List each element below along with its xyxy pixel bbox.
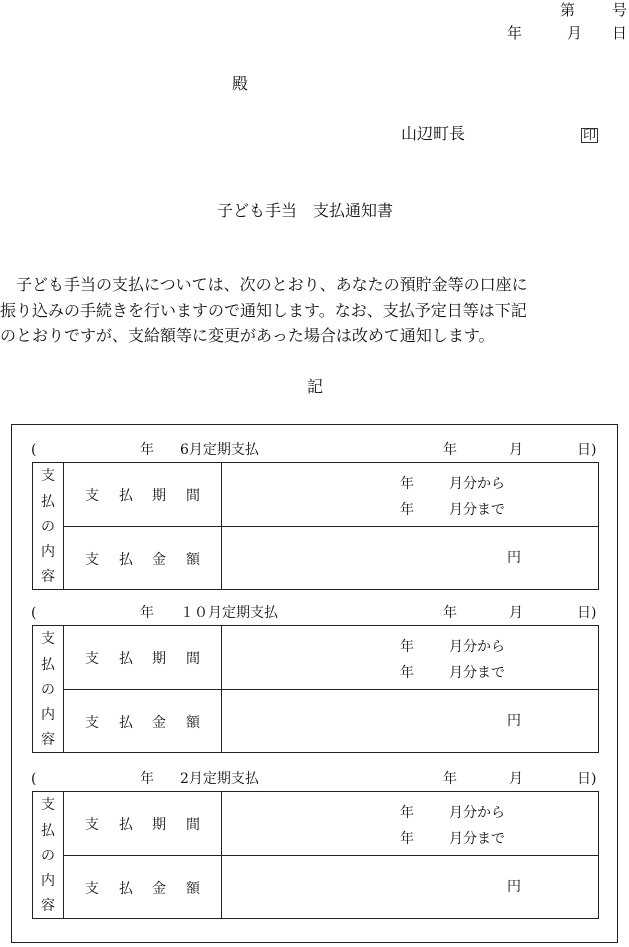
body-line-3: のとおりですが、支給額等に変更があった場合は改めて通知します。 <box>0 326 495 345</box>
from-text: 月分から <box>449 639 505 655</box>
side-char: 容 <box>41 569 55 585</box>
side-char: の <box>41 848 55 864</box>
date-tsuki: 月 <box>509 442 523 458</box>
payment-table <box>32 625 599 753</box>
label-char: 支 <box>85 714 99 731</box>
side-char: 支 <box>41 797 55 813</box>
section-nen: 年 <box>140 605 154 621</box>
date-hi: 日) <box>577 771 597 787</box>
to-nen: 年 <box>400 831 414 847</box>
date-tsuki: 月 <box>509 771 523 787</box>
label-char: 払 <box>119 551 133 568</box>
label-char: 支 <box>85 816 99 833</box>
label-char: 払 <box>119 650 133 667</box>
payment-label: １０月定期支払 <box>180 605 278 621</box>
label-char: 額 <box>186 551 200 568</box>
side-char: 内 <box>41 707 55 723</box>
payment-section-1 <box>0 442 629 600</box>
side-char: 支 <box>41 468 55 484</box>
section-header <box>0 605 629 621</box>
side-label <box>33 463 64 589</box>
amount-row <box>63 689 598 753</box>
side-char: 容 <box>41 898 55 914</box>
label-char: 金 <box>152 551 166 568</box>
label-char: 間 <box>186 487 200 504</box>
period-label <box>63 463 222 526</box>
to-text: 月分まで <box>449 502 505 518</box>
label-char: 払 <box>119 880 133 897</box>
label-char: 金 <box>152 714 166 731</box>
to-nen: 年 <box>400 665 414 681</box>
yen-unit: 円 <box>507 713 521 729</box>
from-text: 月分から <box>449 805 505 821</box>
label-char: 払 <box>119 487 133 504</box>
label-char: 支 <box>85 650 99 667</box>
page-title: 子ども手当 支払通知書 <box>217 201 394 220</box>
issuer-name: 山辺町長 <box>401 124 466 143</box>
side-label <box>33 626 64 752</box>
side-char: 内 <box>41 544 55 560</box>
side-char: の <box>41 682 55 698</box>
section-header <box>0 771 629 787</box>
number-go: 号 <box>612 1 628 19</box>
body-line-1: 子ども手当の支払については、次のとおり、あなたの預貯金等の口座に <box>16 275 528 294</box>
period-row <box>63 463 598 526</box>
side-char: 払 <box>41 823 55 839</box>
payment-label: 6月定期支払 <box>180 442 259 458</box>
payment-label: 2月定期支払 <box>180 771 259 787</box>
ki-heading: 記 <box>307 377 324 396</box>
label-char: 額 <box>186 880 200 897</box>
amount-label <box>63 856 222 919</box>
label-char: 払 <box>119 714 133 731</box>
period-row <box>63 792 598 855</box>
label-char: 支 <box>85 551 99 568</box>
date-hi: 日) <box>577 442 597 458</box>
body-line-2: 振り込みの手続きを行いますので通知します。なお、支払予定日等は下記 <box>0 301 527 320</box>
amount-row <box>63 526 598 590</box>
label-char: 金 <box>152 880 166 897</box>
to-text: 月分まで <box>449 831 505 847</box>
issuer-seal: 印 <box>583 128 597 143</box>
side-char: 払 <box>41 494 55 510</box>
from-nen: 年 <box>400 639 414 655</box>
date-nen: 年 <box>443 771 457 787</box>
date-nen: 年 <box>443 605 457 621</box>
period-label <box>63 792 222 855</box>
label-char: 間 <box>186 816 200 833</box>
section-nen: 年 <box>140 771 154 787</box>
label-char: 期 <box>152 816 166 833</box>
label-char: 払 <box>119 816 133 833</box>
payment-section-2 <box>0 605 629 763</box>
section-nen: 年 <box>140 442 154 458</box>
number-dai: 第 <box>560 1 576 19</box>
from-text: 月分から <box>449 476 505 492</box>
amount-label <box>63 690 222 753</box>
date-hi: 日) <box>577 605 597 621</box>
date-tsuki: 月 <box>567 24 583 42</box>
side-char: 内 <box>41 873 55 889</box>
from-nen: 年 <box>400 476 414 492</box>
amount-row <box>63 855 598 919</box>
amount-label <box>63 527 222 590</box>
date-nen: 年 <box>443 442 457 458</box>
open-paren: ( <box>31 605 37 621</box>
side-label <box>33 792 64 918</box>
side-char: 容 <box>41 732 55 748</box>
payment-table <box>32 462 599 590</box>
payment-table <box>32 791 599 919</box>
period-label <box>63 626 222 689</box>
label-char: 支 <box>85 880 99 897</box>
date-hi: 日 <box>612 24 628 42</box>
date-nen: 年 <box>507 24 523 42</box>
period-row <box>63 626 598 689</box>
open-paren: ( <box>31 771 37 787</box>
to-nen: 年 <box>400 502 414 518</box>
date-tsuki: 月 <box>509 605 523 621</box>
section-header <box>0 442 629 458</box>
from-nen: 年 <box>400 805 414 821</box>
label-char: 支 <box>85 487 99 504</box>
to-text: 月分まで <box>449 665 505 681</box>
yen-unit: 円 <box>507 550 521 566</box>
side-char: 払 <box>41 657 55 673</box>
side-char: の <box>41 519 55 535</box>
yen-unit: 円 <box>507 879 521 895</box>
label-char: 期 <box>152 650 166 667</box>
label-char: 額 <box>186 714 200 731</box>
open-paren: ( <box>31 442 37 458</box>
payment-section-3 <box>0 771 629 929</box>
side-char: 支 <box>41 631 55 647</box>
label-char: 期 <box>152 487 166 504</box>
addressee-dono: 殿 <box>232 74 249 93</box>
label-char: 間 <box>186 650 200 667</box>
